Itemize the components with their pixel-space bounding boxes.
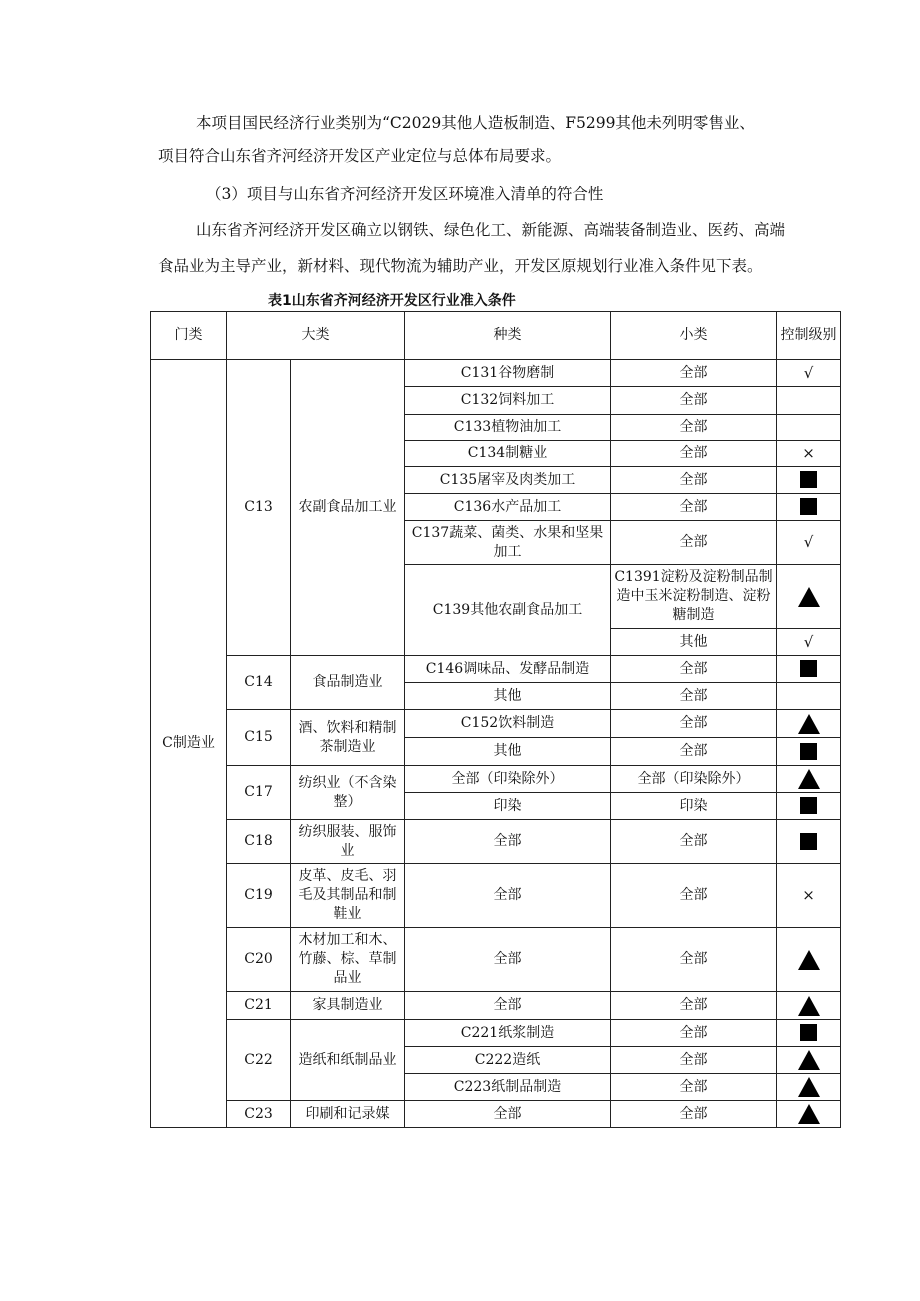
zhonglei-cell: C223纸制品制造 xyxy=(405,1074,611,1101)
group-code: C19 xyxy=(227,864,291,928)
group-code: C15 xyxy=(227,710,291,766)
level-empty xyxy=(777,683,841,710)
group-code: C18 xyxy=(227,820,291,864)
paragraph-3: （3）项目与山东省齐河经济开发区环境准入清单的符合性 xyxy=(206,185,604,203)
zhonglei-cell: 全部 xyxy=(405,1101,611,1128)
cross-mark: × xyxy=(777,864,841,928)
group-code: C14 xyxy=(227,656,291,710)
table-row xyxy=(151,1020,841,1047)
zhonglei-cell: 全部 xyxy=(405,820,611,864)
cross-mark: × xyxy=(777,441,841,467)
level-cell xyxy=(777,1047,841,1074)
group-name: 造纸和纸制品业 xyxy=(291,1020,405,1101)
level-cell xyxy=(777,656,841,683)
group-name: 家具制造业 xyxy=(291,992,405,1020)
table-row xyxy=(151,710,841,738)
triangle-mark xyxy=(798,769,820,789)
group-code: C17 xyxy=(227,766,291,820)
xiaolei-cell: 印染 xyxy=(611,793,777,820)
table-row xyxy=(151,766,841,793)
triangle-mark xyxy=(798,587,820,607)
square-mark xyxy=(800,498,817,515)
level-cell xyxy=(777,565,841,629)
level-cell xyxy=(777,992,841,1020)
triangle-mark xyxy=(798,714,820,734)
triangle-mark xyxy=(798,1077,820,1097)
zhonglei-cell: 全部 xyxy=(405,992,611,1020)
level-cell xyxy=(777,820,841,864)
xiaolei-cell: 全部 xyxy=(611,864,777,928)
table-row xyxy=(151,820,841,864)
level-cell xyxy=(777,928,841,992)
level-cell xyxy=(777,710,841,738)
xiaolei-cell: 全部 xyxy=(611,928,777,992)
xiaolei-cell: 全部 xyxy=(611,1074,777,1101)
xiaolei-cell: 全部 xyxy=(611,710,777,738)
group-name: 纺织服装、服饰业 xyxy=(291,820,405,864)
group-name: 皮革、皮毛、羽毛及其制品和制鞋业 xyxy=(291,864,405,928)
zhonglei-cell: C137蔬菜、菌类、水果和坚果加工 xyxy=(405,521,611,565)
group-name: 农副食品加工业 xyxy=(291,360,405,656)
triangle-mark xyxy=(798,1104,820,1124)
zhonglei-cell: 其他 xyxy=(405,683,611,710)
xiaolei-cell: 全部 xyxy=(611,467,777,494)
group-code: C21 xyxy=(227,992,291,1020)
square-mark xyxy=(800,471,817,488)
xiaolei-cell: 全部 xyxy=(611,1020,777,1047)
header-xiaolei: 小类 xyxy=(611,312,777,360)
square-mark xyxy=(800,797,817,814)
zhonglei-cell: C139其他农副食品加工 xyxy=(405,565,611,656)
xiaolei-cell: 全部 xyxy=(611,521,777,565)
zhonglei-cell: 其他 xyxy=(405,738,611,766)
xiaolei-cell: 全部 xyxy=(611,683,777,710)
level-cell xyxy=(777,793,841,820)
header-level: 控制级别 xyxy=(777,312,841,360)
level-cell xyxy=(777,1074,841,1101)
header-menlei: 门类 xyxy=(151,312,227,360)
xiaolei-cell: 全部 xyxy=(611,1047,777,1074)
zhonglei-cell: 全部 xyxy=(405,928,611,992)
table-row xyxy=(151,864,841,928)
paragraph-2: 项目符合山东省齐河经济开发区产业定位与总体布局要求。 xyxy=(158,147,562,165)
zhonglei-cell: C152饮料制造 xyxy=(405,710,611,738)
xiaolei-cell: C1391淀粉及淀粉制品制造中玉米淀粉制造、淀粉糖制造 xyxy=(611,565,777,629)
header-dalei: 大类 xyxy=(227,312,405,360)
triangle-mark xyxy=(798,996,820,1016)
group-code: C13 xyxy=(227,360,291,656)
level-cell xyxy=(777,494,841,521)
table-row xyxy=(151,928,841,992)
zhonglei-cell: 印染 xyxy=(405,793,611,820)
check-mark: √ xyxy=(777,629,841,656)
paragraph-1: 本项目国民经济行业类别为“C2029其他人造板制造、F5299其他未列明零售业、 xyxy=(196,114,755,132)
zhonglei-cell: 全部 xyxy=(405,864,611,928)
table-row xyxy=(151,992,841,1020)
group-name: 木材加工和木、竹藤、棕、草制品业 xyxy=(291,928,405,992)
triangle-mark xyxy=(798,1050,820,1070)
xiaolei-cell: 全部 xyxy=(611,738,777,766)
square-mark xyxy=(800,833,817,850)
xiaolei-cell: 全部 xyxy=(611,1101,777,1128)
zhonglei-cell: C131谷物磨制 xyxy=(405,360,611,387)
zhonglei-cell: C221纸浆制造 xyxy=(405,1020,611,1047)
xiaolei-cell: 全部 xyxy=(611,656,777,683)
zhonglei-cell: C134制糖业 xyxy=(405,441,611,467)
zhonglei-cell: C136水产品加工 xyxy=(405,494,611,521)
check-mark: √ xyxy=(777,521,841,565)
xiaolei-cell: 全部 xyxy=(611,415,777,441)
table-row xyxy=(151,656,841,683)
group-code: C23 xyxy=(227,1101,291,1128)
xiaolei-cell: 全部 xyxy=(611,360,777,387)
xiaolei-cell: 全部 xyxy=(611,387,777,415)
square-mark xyxy=(800,660,817,677)
triangle-mark xyxy=(798,950,820,970)
xiaolei-cell: 全部 xyxy=(611,820,777,864)
level-cell xyxy=(777,1101,841,1128)
menlei-cell: C制造业 xyxy=(151,360,227,1128)
header-row xyxy=(151,312,841,360)
zhonglei-cell: C132饲料加工 xyxy=(405,387,611,415)
paragraph-4: 山东省齐河经济开发区确立以钢铁、绿色化工、新能源、高端装备制造业、医药、高端 xyxy=(196,221,786,239)
zhonglei-cell: C135屠宰及肉类加工 xyxy=(405,467,611,494)
group-code: C22 xyxy=(227,1020,291,1101)
level-cell xyxy=(777,1020,841,1047)
level-cell xyxy=(777,467,841,494)
industry-access-table xyxy=(150,311,841,1128)
square-mark xyxy=(800,1024,817,1041)
zhonglei-cell: 全部（印染除外） xyxy=(405,766,611,793)
group-name: 印刷和记录媒 xyxy=(291,1101,405,1128)
group-name: 酒、饮料和精制茶制造业 xyxy=(291,710,405,766)
paragraph-5: 食品业为主导产业，新材料、现代物流为辅助产业，开发区原规划行业准入条件见下表。 xyxy=(158,257,763,275)
table-row xyxy=(151,360,841,387)
zhonglei-cell: C222造纸 xyxy=(405,1047,611,1074)
table-caption: 表1山东省齐河经济开发区行业准入条件 xyxy=(268,293,516,309)
zhonglei-cell: C133植物油加工 xyxy=(405,415,611,441)
check-mark: √ xyxy=(777,360,841,387)
header-zhonglei: 种类 xyxy=(405,312,611,360)
xiaolei-cell: 其他 xyxy=(611,629,777,656)
xiaolei-cell: 全部 xyxy=(611,992,777,1020)
xiaolei-cell: 全部 xyxy=(611,441,777,467)
level-cell xyxy=(777,738,841,766)
group-name: 纺织业（不含染整） xyxy=(291,766,405,820)
square-mark xyxy=(800,743,817,760)
group-name: 食品制造业 xyxy=(291,656,405,710)
zhonglei-cell: C146调味品、发酵品制造 xyxy=(405,656,611,683)
level-empty xyxy=(777,415,841,441)
group-code: C20 xyxy=(227,928,291,992)
level-empty xyxy=(777,387,841,415)
level-cell xyxy=(777,766,841,793)
table-row xyxy=(151,1101,841,1128)
xiaolei-cell: 全部 xyxy=(611,494,777,521)
xiaolei-cell: 全部（印染除外） xyxy=(611,766,777,793)
